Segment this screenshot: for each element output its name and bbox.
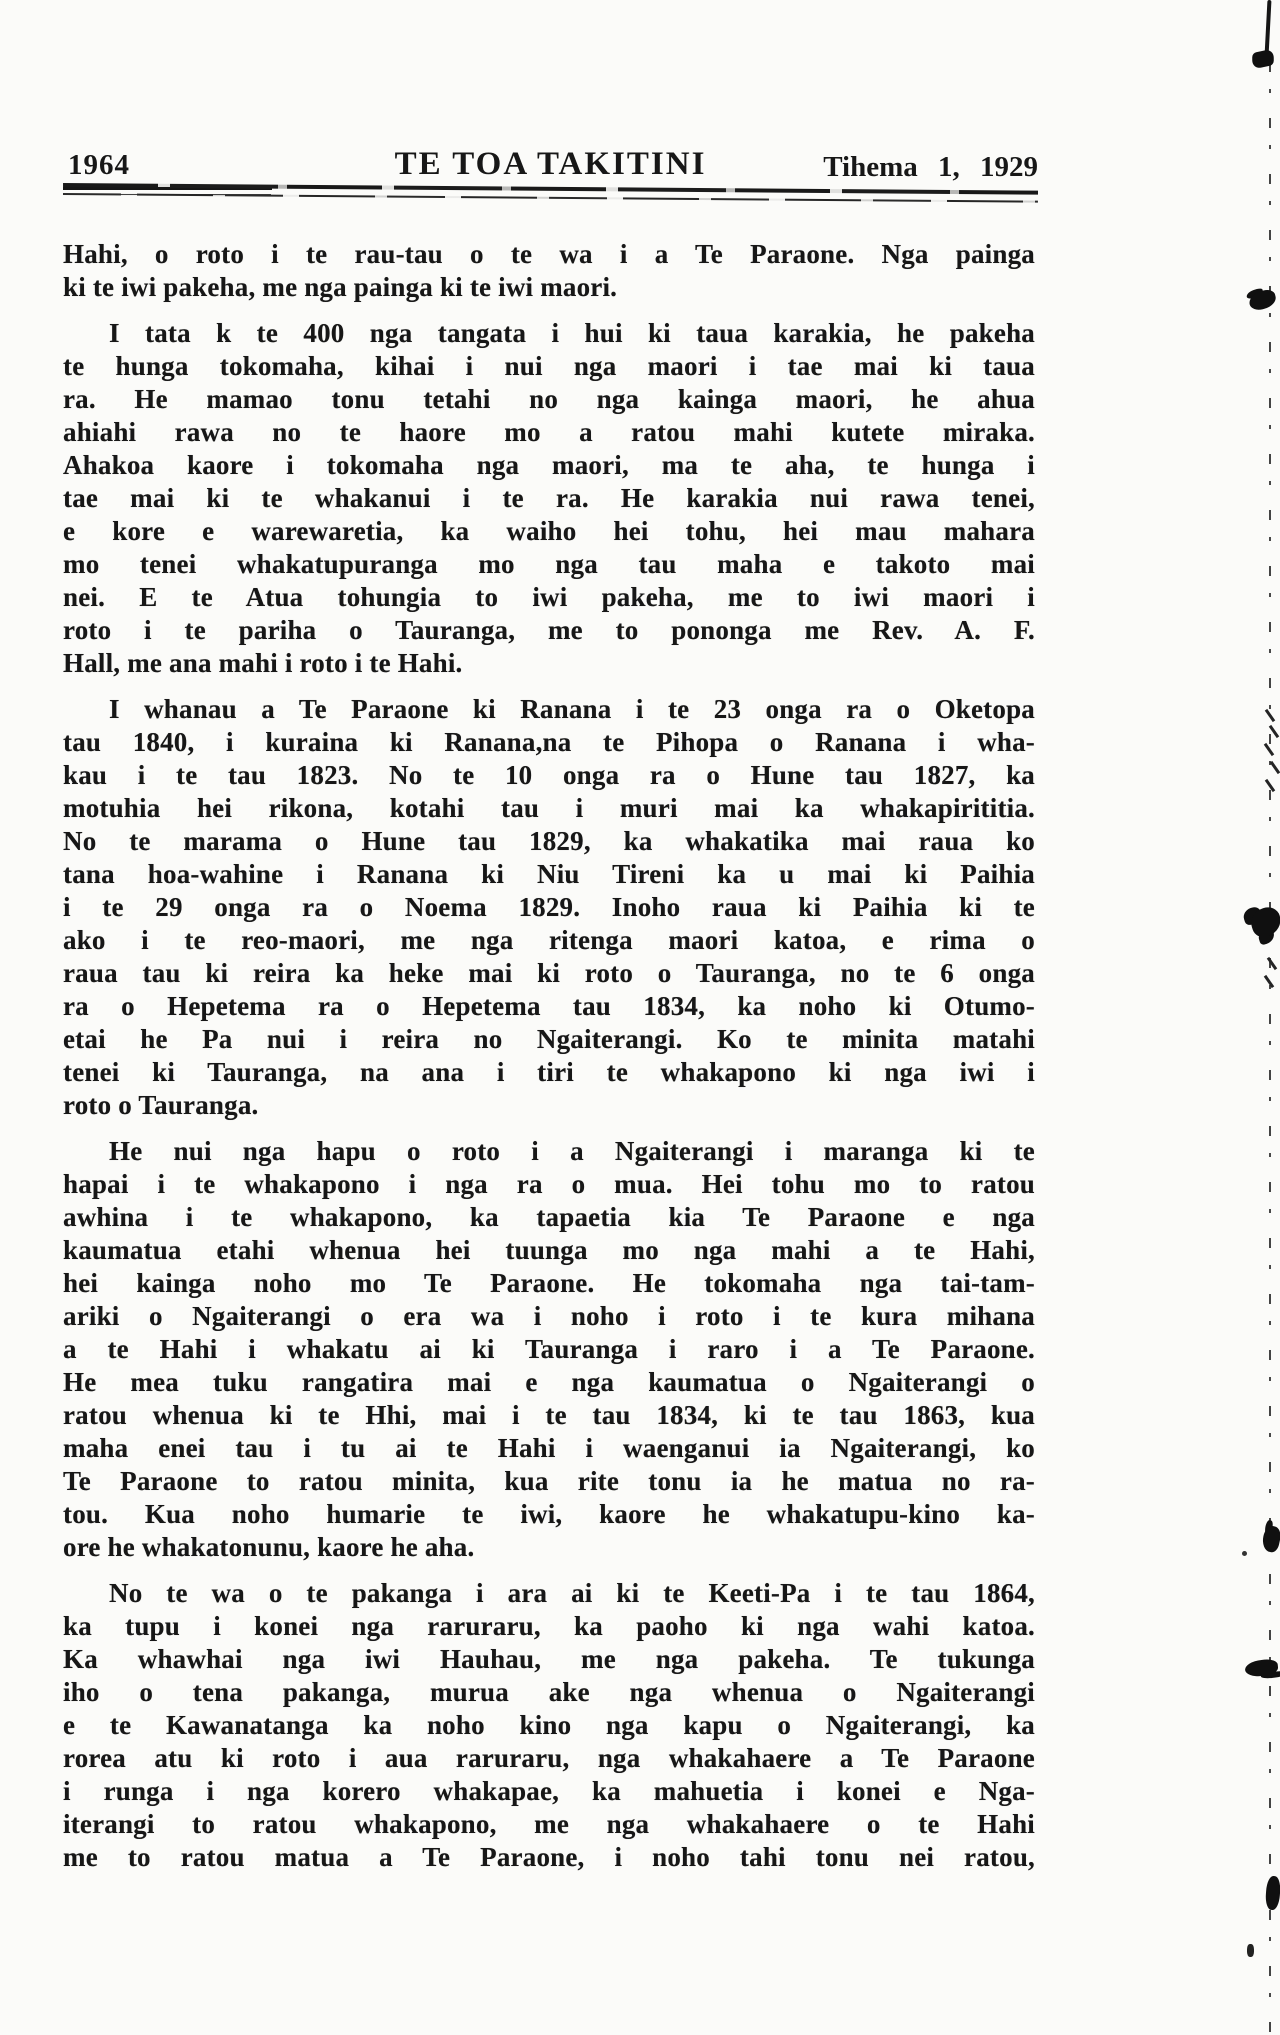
paragraph [63, 693, 1035, 1122]
text-line: ki te iwi pakeha, me nga painga ki te iwi maori. [63, 272, 618, 302]
page-number: 1964 [68, 149, 130, 181]
ink-speck [1247, 1944, 1254, 1957]
text-line: roto o Tauranga. [63, 1090, 259, 1120]
paragraph [63, 317, 1035, 680]
ink-smudge [1247, 288, 1278, 312]
text-line: ariki o Ngaiterangi o era wa i noho i roto i te kura mihana [63, 1301, 1035, 1331]
text-line: No te marama o Hune tau 1829, ka whakatika mai raua ko [63, 826, 1035, 856]
text-line: tae mai ki te whakanui i te ra. He karakia nui rawa tenei, [63, 483, 1035, 513]
text-line: ra. He mamao tonu tetahi no nga kainga maori, he ahua [63, 384, 1035, 414]
text-line: ako i te reo-maori, me nga ritenga maori katoa, e rima o [63, 925, 1035, 955]
text-line: I tata k te 400 nga tangata i hui ki taua karakia, he pakeha [109, 318, 1035, 348]
text-line: a te Hahi i whakatu ai ki Tauranga i raro i a Te Paraone. [63, 1334, 1035, 1364]
header-rule-top [63, 183, 1038, 195]
masthead-title: TE TOA TAKITINI [394, 146, 707, 182]
text-line: roto i te pariha o Tauranga, me to pononga me Rev. A. F. [63, 615, 1035, 645]
text-line: nei. E te Atua tohungia to iwi pakeha, me to iwi maori i [63, 582, 1035, 612]
header-rules [63, 183, 1038, 203]
header-rule-bottom [63, 193, 1038, 203]
text-line: ratou whenua ki te Hhi, mai i te tau 1834, ki te tau 1863, kua [63, 1400, 1035, 1430]
text-line: He nui nga hapu o roto i a Ngaiterangi i maranga ki te [109, 1136, 1035, 1166]
text-line: He mea tuku rangatira mai e nga kaumatua o Ngaiterangi o [63, 1367, 1035, 1397]
text-line: tou. Kua noho humarie te iwi, kaore he whakatupu-kino ka- [63, 1499, 1035, 1529]
text-line: tana hoa-wahine i Ranana ki Niu Tireni ka u mai ki Paihia [63, 859, 1035, 889]
text-line: hei kainga noho mo Te Paraone. He tokomaha nga tai-tam- [63, 1268, 1035, 1298]
text-line: Hall, me ana mahi i roto i te Hahi. [63, 648, 463, 678]
page-edge-line [1269, 62, 1271, 2032]
ink-smudge [1265, 1876, 1280, 1911]
text-line: I whanau a Te Paraone ki Ranana i te 23 onga ra o Oketopa [109, 694, 1035, 724]
text-line: iterangi to ratou whakapono, me nga whakahaere o te Hahi [63, 1809, 1035, 1839]
text-line: kaumatua etahi whenua hei tuunga mo nga mahi a te Hahi, [63, 1235, 1035, 1265]
page-header [63, 146, 1038, 184]
paragraph [63, 238, 1035, 304]
ink-speck [1242, 1551, 1247, 1556]
text-line: e te Kawanatanga ka noho kino nga kapu o Ngaiterangi, ka [63, 1710, 1035, 1740]
text-line: motuhia hei rikona, kotahi tau i muri mai ka whakapirititia. [63, 793, 1035, 823]
text-line: ahiahi rawa no te haore mo a ratou mahi kutete miraka. [63, 417, 1035, 447]
issue-date: Tihema 1, 1929 [823, 151, 1038, 183]
text-line: ore he whakatonunu, kaore he aha. [63, 1532, 475, 1562]
text-line: i runga i nga korero whakapae, ka mahuetia i konei e Nga- [63, 1776, 1035, 1806]
text-line: te hunga tokomaha, kihai i nui nga maori i tae mai ki taua [63, 351, 1035, 381]
text-line: tenei ki Tauranga, na ana i tiri te whakapono ki nga iwi i [63, 1057, 1035, 1087]
text-line: mo tenei whakatupuranga mo nga tau maha e takoto mai [63, 549, 1035, 579]
text-line: e kore e warewaretia, ka waiho hei tohu, hei mau mahara [63, 516, 1035, 546]
text-line: i te 29 onga ra o Noema 1829. Inoho raua ki Paihia ki te [63, 892, 1035, 922]
text-line: ka tupu i konei nga raruraru, ka paoho ki nga wahi katoa. [63, 1611, 1035, 1641]
text-line: awhina i te whakapono, ka tapaetia kia Te Paraone e nga [63, 1202, 1035, 1232]
ink-smudge [1260, 1525, 1280, 1554]
text-line: tau 1840, i kuraina ki Ranana,na te Pihopa o Ranana i wha- [63, 727, 1035, 757]
text-line: No te wa o te pakanga i ara ai ki te Keeti-Pa i te tau 1864, [109, 1578, 1035, 1608]
paragraph [63, 1135, 1035, 1564]
ink-hatch-mark [1270, 761, 1280, 774]
text-line: iho o tena pakanga, murua ake nga whenua o Ngaiterangi [63, 1677, 1035, 1707]
text-line: etai he Pa nui i reira no Ngaiterangi. Ko te minita matahi [63, 1024, 1035, 1054]
text-line: me to ratou matua a Te Paraone, i noho tahi tonu nei ratou, [63, 1842, 1035, 1872]
paragraph [63, 1577, 1035, 1874]
text-line: rorea atu ki roto i aua raruraru, nga whakahaere a Te Paraone [63, 1743, 1035, 1773]
page-edge-line-top [1265, 0, 1272, 56]
text-line: ra o Hepetema ra o Hepetema tau 1834, ka noho ki Otumo- [63, 991, 1035, 1021]
article-body [63, 238, 1035, 1874]
ink-smudge [1244, 1658, 1278, 1677]
text-line: hapai i te whakapono i nga ra o mua. Hei tohu mo to ratou [63, 1169, 1035, 1199]
text-line: kau i te tau 1823. No te 10 onga ra o Hune tau 1827, ka [63, 760, 1035, 790]
text-line: Ka whawhai nga iwi Hauhau, me nga pakeha. Te tukunga [63, 1644, 1035, 1674]
text-line: maha enei tau i tu ai te Hahi i waenganui ia Ngaiterangi, ko [63, 1433, 1035, 1463]
ink-smudge [1247, 904, 1280, 940]
text-line: Ahakoa kaore i tokomaha nga maori, ma te aha, te hunga i [63, 450, 1035, 480]
text-line: Hahi, o roto i te rau-tau o te wa i a Te Paraone. Nga painga [63, 239, 1035, 269]
text-line: Te Paraone to ratou minita, kua rite tonu ia he matua no ra- [63, 1466, 1035, 1496]
text-line: raua tau ki reira ka heke mai ki roto o Tauranga, no te 6 onga [63, 958, 1035, 988]
